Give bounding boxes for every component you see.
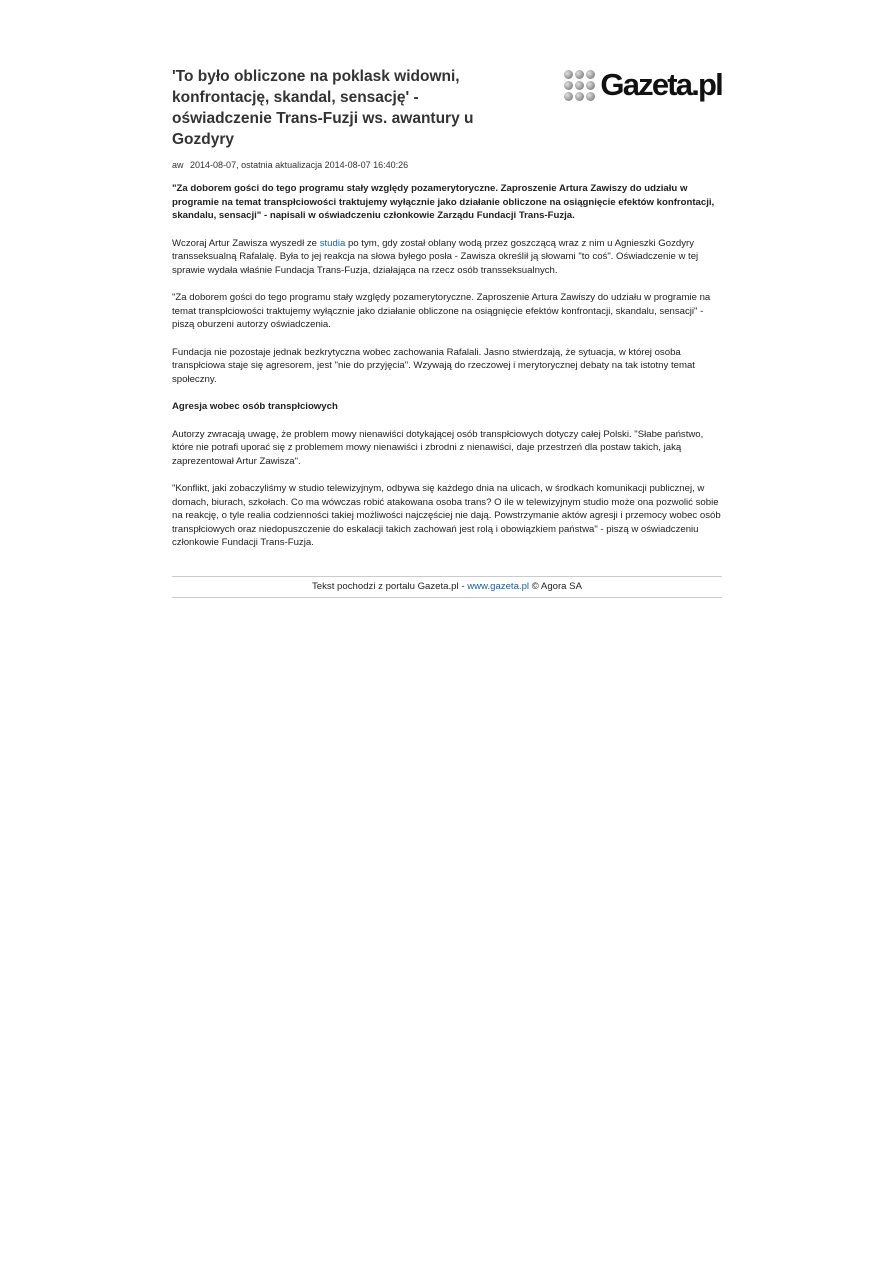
article-lead: "Za doborem gości do tego programu stały względy pozamerytoryczne. Zaproszenie Artura Zawiszy do udziału w programie na temat transpłciowości traktujemy wyłącznie jako działanie obliczone na osiągnięcie efektów konfrontacji, skandalu, sensacji" - napisali w oświadczeniu członkowie Zarządu Fundacji Trans-Fuzja. bbox=[172, 183, 715, 221]
article-date: 2014-08-07, ostatnia aktualizacja 2014-08-07 16:40:26 bbox=[190, 160, 409, 170]
article-meta bbox=[172, 160, 408, 170]
article-author: aw bbox=[172, 160, 184, 170]
gazeta-logo bbox=[564, 65, 722, 105]
article-paragraph: "Za doborem gości do tego programu stały względy pozamerytoryczne. Zaproszenie Artura Zawiszy do udziału w programie na temat transpłciowości traktujemy wyłącznie jako działanie obliczone na osiągnięcie efektów konfrontacji, skandalu, sensacji" - piszą oburzeni autorzy oświadczenia. bbox=[172, 292, 711, 330]
article-subheading: Agresja wobec osób transpłciowych bbox=[172, 401, 338, 412]
article-paragraph: Fundacja nie pozostaje jednak bezkrytyczna wobec zachowania Rafalali. Jasno stwierdzają, że sytuacja, w której osoba transpłciowa staje się agresorem, jest "nie do przyjęcia". Wzywają do rzeczowej i merytorycznej debaty na tak istotny temat społeczny. bbox=[172, 346, 695, 385]
studio-link[interactable]: studia bbox=[319, 237, 346, 249]
gazeta-site-link[interactable]: www.gazeta.pl bbox=[467, 581, 530, 592]
footer-copyright: © Agora SA bbox=[529, 581, 582, 592]
gazeta-dots-logo-icon bbox=[564, 70, 595, 101]
article-paragraph: "Konflikt, jaki zobaczyliśmy w studio telewizyjnym, odbywa się każdego dnia na ulicach, w środkach komunikacji publicznej, w domach, biurach, szkołach. Co ma wówczas robić atakowana osoba trans? O ile w telewizyjnym studio może ona pozwolić sobie na reakcję, o tyle realia codzienności takiej możliwości najczęściej nie dają. Powstrzymanie aktów agresji i przemocy wobec osób transpłciowych oraz niedopuszczenie do eskalacji takich zachowań jest rolą i obowiązkiem państwa" - piszą w oświadczeniu członkowie Fundacji Trans-Fuzja. bbox=[172, 483, 721, 548]
print-page bbox=[172, 64, 722, 592]
paragraph-text: po tym, gdy został oblany wodą przez goszczącą wraz z nim u Agnieszki Gozdyry transseksualną Rafalalę. Była to jej reakcja na słowa byłego posła - Zawisza określił ją słowami "to coś". Oświadczenie w tej sprawie wydała właśnie Fundacja Trans-Fuzja, działająca na rzecz osób transseksualnych. bbox=[172, 237, 699, 276]
paragraph-text: Wczoraj Artur Zawisza wyszedł ze bbox=[172, 237, 320, 249]
source-footer bbox=[172, 576, 722, 598]
article-title: 'To było obliczone na poklask widowni, konfrontację, skandal, sensację' - oświadczenie Trans-Fuzji ws. awantury u Gozdyry bbox=[172, 68, 474, 148]
footer-text: Tekst pochodzi z portalu Gazeta.pl - bbox=[312, 581, 468, 592]
article-paragraph: Autorzy zwracają uwagę, że problem mowy nienawiści dotykającej osób transpłciowych dotyczy całej Polski. "Słabe państwo, które nie potrafi uporać się z problemem mowy nienawiści i zbrodni z nienawiści, daje przestrzeń dla postaw takich, jaką zaprezentował Artur Zawisza". bbox=[172, 428, 704, 467]
logo-text: Gazeta.pl bbox=[600, 67, 722, 102]
article-paragraph bbox=[172, 237, 722, 278]
article-body bbox=[172, 182, 722, 564]
article-header bbox=[172, 64, 722, 150]
